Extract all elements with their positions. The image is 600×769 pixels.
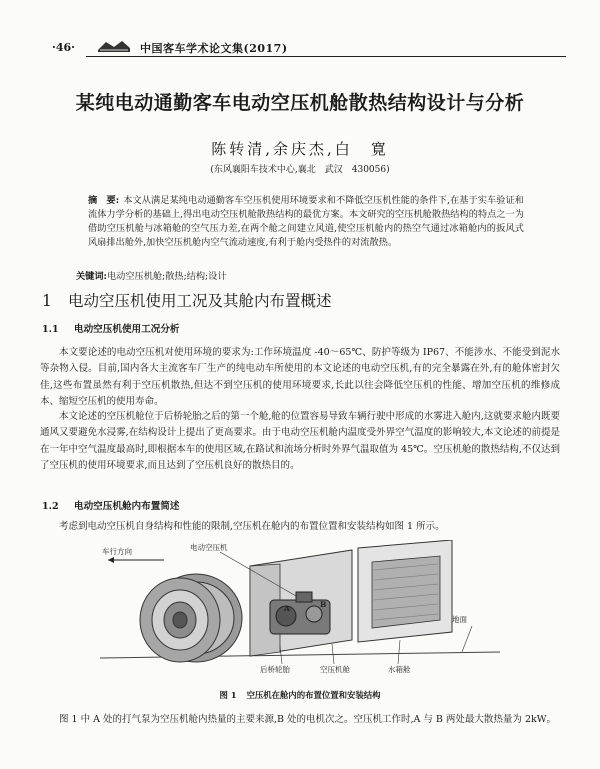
section-1-title: 电动空压机使用工况及其舱内布置概述	[68, 292, 332, 310]
water-tank-leader-line	[398, 640, 400, 664]
journal-logo-icon	[96, 38, 132, 54]
paragraph-4: 图 1 中 A 处的打气泵为空压机舱内热量的主要来源,B 处的电机次之。空压机工作时,A 与 B 两处最大散热量为 2kW。	[59, 714, 557, 725]
figure-1-caption	[0, 689, 600, 701]
label-rear-tire: 后桥轮胎	[260, 665, 290, 674]
rear-tire	[140, 574, 242, 662]
label-point-a: A	[284, 604, 290, 613]
section-1-1-number: 1.1	[42, 324, 59, 335]
water-tank-bay-box	[358, 540, 452, 642]
label-compressor-bay: 空压机舱	[320, 665, 350, 674]
direction-arrow-head	[108, 557, 114, 563]
figure-1-caption-text: 空压机在舱内的布置位置和安装结构	[246, 690, 381, 700]
keywords-text: 电动空压机舱;散热;结构;设计	[106, 271, 227, 282]
keywords-label: 关键词:	[76, 271, 107, 282]
journal-name: 中国客车学术论文集(2017)	[140, 42, 288, 55]
label-ground: 地面	[452, 615, 467, 624]
section-1-2-heading	[42, 498, 180, 512]
figure-1-caption-number: 图 1	[219, 690, 237, 700]
abstract-text: 本文从满足某纯电动通勤客车空压机使用环境要求和不降低空压机性能的条件下,在基于实车验证和流体力学分析的基础上,得出电动空压机舱散热结构的最优方案。本文研究的空压机舱散热结构的特点之一为借助空压机舱与冰箱舱的空气压力差,在两个舱之间建立风道,使空压机舱内的热空气通过冰箱舱内的扳风式风扇排出舱外,加快空压机舱内空气流动速度,有利于舱内受热件的对流散热。	[88, 195, 524, 248]
section-1-1-title: 电动空压机使用工况分析	[74, 324, 180, 335]
page-number: ·46·	[52, 41, 75, 54]
ground-leader-line	[462, 626, 472, 652]
paragraph-1: 本文要论述的电动空压机对使用环境的要求为:工作环境温度 -40～65℃、防护等级为 IP67、不能涉水、不能受到泥水等杂物入侵。目前,国内各大主流客车厂生产的纯电动车所使用的本文论述的电动空压机,有的完全暴露在外,有的舱体密封欠佳,这些布置虽然有利于空压机散热,但达不到空压机的使用环境要求,长此以往会降低空压机的性能、增加空压机的维修成本、缩短空压机的使用寿命。	[40, 347, 560, 408]
paper-title: 某纯电动通勤客车电动空压机舱散热结构设计与分析	[75, 92, 525, 114]
label-direction: 车行方向	[102, 547, 132, 556]
paragraph-3: 考虑到电动空压机自身结构和性能的限制,空压机在舱内的布置位置和安装结构如图 1 所示。	[59, 521, 445, 532]
paragraph-2: 本文论述的空压机舱位于后桥轮胎之后的第一个舱,舱的位置容易导致车辆行驶中形成的水雾进入舱内,这就要求舱内既要通风又要避免水浸雾,在结构设计上提出了更高要求。由于电动空压机舱内温度受外界空气温度的影响较大,本文论述的前提是在一年中空气温度最高时,即根据本车的使用区域,在路试和流场分析时外界气温取值为 45℃。空压机舱的散热结构,不仅达到了空压机的使用环境要求,而且达到了空压机良好的散热目的。	[40, 411, 560, 472]
label-point-b: B	[320, 600, 327, 609]
running-header	[0, 36, 600, 58]
label-water-tank-bay: 水箱舱	[388, 665, 411, 674]
section-1-heading	[42, 289, 332, 311]
section-1-2-title: 电动空压机舱内布置简述	[74, 501, 180, 512]
header-rule	[86, 56, 566, 57]
figure-1-illustration	[100, 540, 500, 676]
paper-authors: 陈转清,余庆杰,白 寛	[211, 140, 389, 158]
keywords	[76, 268, 526, 282]
label-compressor: 电动空压机	[190, 543, 228, 552]
section-1-1-heading	[42, 321, 180, 335]
paper-affiliation: (东风襄阳车技术中心,襄北 武汉 430056)	[210, 165, 390, 175]
section-1-number: 1	[42, 292, 52, 310]
abstract	[88, 194, 524, 250]
abstract-label: 摘 要:	[88, 195, 120, 206]
section-1-2-number: 1.2	[42, 501, 59, 512]
figure-1	[100, 540, 500, 676]
